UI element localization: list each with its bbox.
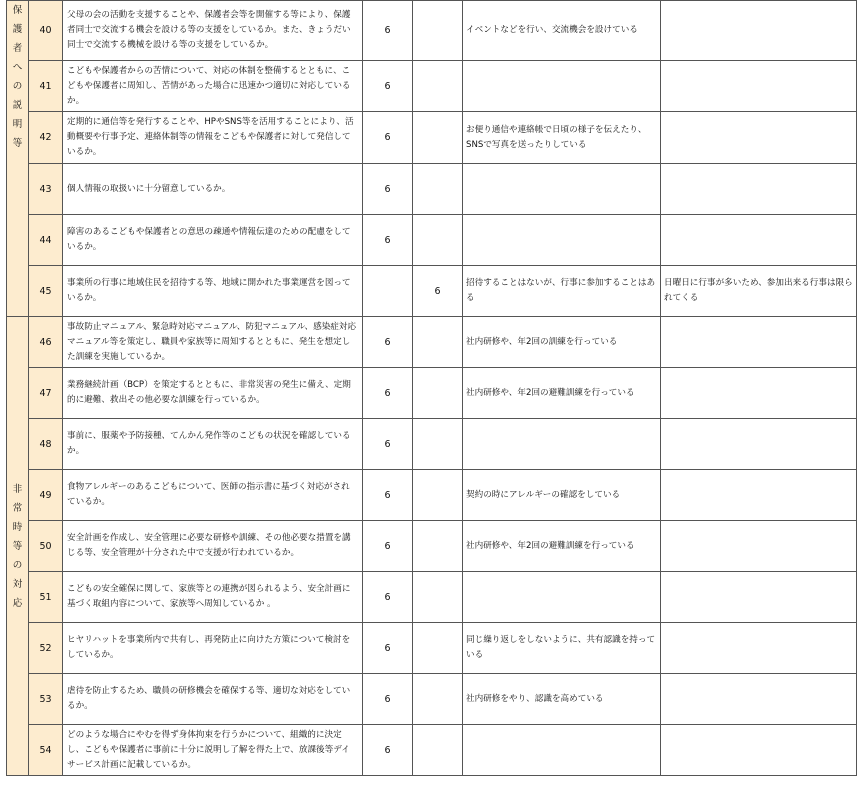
- question-text: 個人情報の取扱いに十分留意しているか。: [63, 164, 363, 215]
- evaluation-table: [6, 0, 857, 776]
- yes-count: 6: [363, 112, 413, 164]
- category-char: 明: [12, 119, 23, 130]
- category-char: 説: [12, 100, 23, 111]
- yes-count: 6: [363, 368, 413, 419]
- no-count: [413, 521, 463, 572]
- improvement-text: 契約の時にアレルギーの確認をしている: [463, 470, 661, 521]
- note-text: [661, 215, 857, 266]
- note-text: [661, 164, 857, 215]
- category-char: へ: [12, 62, 23, 73]
- improvement-text: [463, 61, 661, 112]
- question-text: 業務継続計画（BCP）を策定するとともに、非常災害の発生に備え、定期的に避難、救出その他必要な訓練を行っているか。: [63, 368, 363, 419]
- row-number: 51: [29, 572, 63, 623]
- no-count: [413, 725, 463, 776]
- improvement-text: イベントなどを行い、交流機会を設けている: [463, 1, 661, 61]
- category-char: 常: [12, 502, 23, 514]
- note-text: 日曜日に行事が多いため、参加出来る行事は限られてくる: [661, 266, 857, 317]
- row-number: 47: [29, 368, 63, 419]
- category-char: 対: [12, 578, 23, 590]
- row-number: 54: [29, 725, 63, 776]
- category-char: 応: [12, 597, 23, 609]
- question-text: どのような場合にやむを得ず身体拘束を行うかについて、組織的に決定し、こどもや保護者に事前に十分に説明し了解を得た上で、放課後等デイサービス計画に記載しているか。: [63, 725, 363, 776]
- row-number: 42: [29, 112, 63, 164]
- category-char: 者: [12, 43, 23, 54]
- question-text: 食物アレルギーのあるこどもについて、医師の指示書に基づく対応がされているか。: [63, 470, 363, 521]
- yes-count: 6: [363, 419, 413, 470]
- table-row: [7, 61, 857, 112]
- row-number: 52: [29, 623, 63, 674]
- question-text: 障害のあるこどもや保護者との意思の疎通や情報伝達のための配慮をしているか。: [63, 215, 363, 266]
- row-number: 44: [29, 215, 63, 266]
- note-text: [661, 725, 857, 776]
- note-text: [661, 572, 857, 623]
- table-row: [7, 368, 857, 419]
- no-count: [413, 215, 463, 266]
- note-text: [661, 419, 857, 470]
- question-text: 父母の会の活動を支援することや、保護者会等を開催する等により、保護者同士で交流する機会を設ける等の支援をしているか。また、きょうだい同士で交流する機械を設ける等の支援をしているか。: [63, 1, 363, 61]
- no-count: [413, 572, 463, 623]
- note-text: [661, 674, 857, 725]
- no-count: [413, 164, 463, 215]
- question-text: 事前に、服薬や予防接種、てんかん発作等のこどもの状況を確認しているか。: [63, 419, 363, 470]
- row-number: 45: [29, 266, 63, 317]
- question-text: 安全計画を作成し、安全管理に必要な研修や訓練、その他必要な措置を講じる等、安全管理が十分された中で支援が行われているか。: [63, 521, 363, 572]
- improvement-text: 社内研修をやり、認識を高めている: [463, 674, 661, 725]
- note-text: [661, 61, 857, 112]
- note-text: [661, 1, 857, 61]
- no-count: [413, 419, 463, 470]
- question-text: 事故防止マニュアル、緊急時対応マニュアル、防犯マニュアル、感染症対応マニュアル等を策定し、職員や家族等に周知するとともに、発生を想定した訓練を実施しているか。: [63, 317, 363, 368]
- row-number: 46: [29, 317, 63, 368]
- row-number: 43: [29, 164, 63, 215]
- question-text: こどもや保護者からの苦情について、対応の体制を整備するとともに、こどもや保護者に周知し、苦情があった場合に迅速かつ適切に対応しているか。: [63, 61, 363, 112]
- table-row: [7, 1, 857, 61]
- yes-count: 6: [363, 61, 413, 112]
- row-number: 49: [29, 470, 63, 521]
- question-text: 定期的に通信等を発行することや、HPやSNS等を活用することにより、活動概要や行事予定、連絡体制等の情報をこどもや保護者に対して発信しているか。: [63, 112, 363, 164]
- yes-count: 6: [363, 521, 413, 572]
- table-body: [7, 1, 857, 776]
- table-row: [7, 164, 857, 215]
- yes-count: 6: [363, 164, 413, 215]
- no-count: [413, 112, 463, 164]
- no-count: [413, 623, 463, 674]
- yes-count: 6: [363, 674, 413, 725]
- yes-count: 6: [363, 470, 413, 521]
- table-row: [7, 470, 857, 521]
- yes-count: [363, 266, 413, 317]
- improvement-text: 招待することはないが、行事に参加することはある: [463, 266, 661, 317]
- yes-count: 6: [363, 1, 413, 61]
- yes-count: 6: [363, 725, 413, 776]
- note-text: [661, 317, 857, 368]
- category-char: 時: [12, 521, 23, 533]
- no-count: [413, 674, 463, 725]
- note-text: [661, 112, 857, 164]
- improvement-text: [463, 572, 661, 623]
- question-text: 事業所の行事に地域住民を招待する等、地域に開かれた事業運営を図っているか。: [63, 266, 363, 317]
- category-cell: [7, 1, 29, 317]
- no-count: [413, 368, 463, 419]
- row-number: 48: [29, 419, 63, 470]
- improvement-text: 社内研修や、年2回の避難訓練を行っている: [463, 368, 661, 419]
- category-char: の: [12, 81, 23, 92]
- question-text: 虐待を防止するため、職員の研修機会を確保する等、適切な対応をしているか。: [63, 674, 363, 725]
- improvement-text: 社内研修や、年2回の避難訓練を行っている: [463, 521, 661, 572]
- improvement-text: [463, 419, 661, 470]
- yes-count: 6: [363, 572, 413, 623]
- row-number: 40: [29, 1, 63, 61]
- table-row: [7, 623, 857, 674]
- improvement-text: 同じ繰り返しをしないように、共有認識を持っている: [463, 623, 661, 674]
- no-count: [413, 470, 463, 521]
- category-char: 等: [12, 540, 23, 552]
- table-row: [7, 572, 857, 623]
- table-row: [7, 419, 857, 470]
- category-char: 非: [12, 483, 23, 495]
- improvement-text: 社内研修や、年2回の訓練を行っている: [463, 317, 661, 368]
- no-count: [413, 1, 463, 61]
- improvement-text: [463, 215, 661, 266]
- improvement-text: お便り通信や連絡帳で日頃の様子を伝えたり、SNSで写真を送ったりしている: [463, 112, 661, 164]
- table-row: [7, 725, 857, 776]
- yes-count: 6: [363, 623, 413, 674]
- no-count: [413, 317, 463, 368]
- category-char: 保: [12, 5, 23, 16]
- note-text: [661, 623, 857, 674]
- no-count: [413, 61, 463, 112]
- yes-count: 6: [363, 215, 413, 266]
- question-text: こどもの安全確保に関して、家族等との連携が図られるよう、安全計画に基づく取組内容について、家族等へ周知しているか 。: [63, 572, 363, 623]
- category-char: の: [12, 559, 23, 571]
- improvement-text: [463, 164, 661, 215]
- table-row: [7, 674, 857, 725]
- row-number: 50: [29, 521, 63, 572]
- row-number: 53: [29, 674, 63, 725]
- table-row: [7, 266, 857, 317]
- table-row: [7, 215, 857, 266]
- category-char: 護: [12, 24, 23, 35]
- table-row: [7, 521, 857, 572]
- row-number: 41: [29, 61, 63, 112]
- no-count: 6: [413, 266, 463, 317]
- question-text: ヒヤリハットを事業所内で共有し、再発防止に向けた方策について検討をしているか。: [63, 623, 363, 674]
- table-row: [7, 112, 857, 164]
- note-text: [661, 521, 857, 572]
- category-cell: [7, 317, 29, 776]
- improvement-text: [463, 725, 661, 776]
- yes-count: 6: [363, 317, 413, 368]
- category-char: 等: [12, 138, 23, 149]
- note-text: [661, 368, 857, 419]
- note-text: [661, 470, 857, 521]
- table-row: [7, 317, 857, 368]
